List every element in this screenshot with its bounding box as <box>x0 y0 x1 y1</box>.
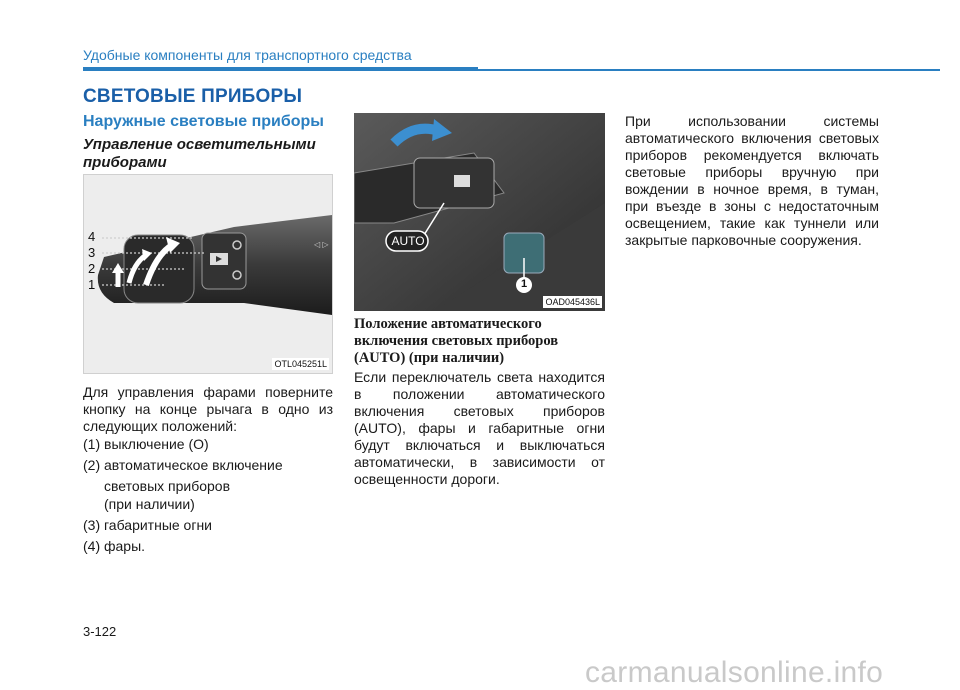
callout-3: 3 <box>88 245 96 260</box>
list-item-text: (2) автоматическое включение <box>83 457 283 473</box>
list-item-cont: световых приборов <box>104 478 231 494</box>
list-item: (4) фары. <box>83 538 146 554</box>
watermark: carmanualsonline.info <box>585 656 884 689</box>
auto-heading: Положение автоматического включения световых приборов (AUTO) (при наличии) <box>354 316 559 366</box>
auto-illustration <box>354 113 605 311</box>
callout-4: 4 <box>88 229 96 244</box>
figure-auto-position <box>354 113 605 311</box>
figure-light-switch-lever <box>83 174 333 374</box>
header-rule-thin <box>478 69 940 71</box>
subsubsection-title: Управление осветительными приборами <box>83 136 316 171</box>
list-item-cont: (при наличии) <box>104 496 195 512</box>
list-item: (1) выключение (O) <box>83 436 209 452</box>
paragraph-intro: Для управления фарами поверните кнопку на конце рычага в одно из следующих положений: <box>83 384 333 434</box>
auto-body: Если переключатель света находится в положении автоматического включения световых приборов (AUTO), фары и габаритные огни будут включаться и выключаться автоматически, в зависимости от освещенности дороги. <box>354 369 605 487</box>
auto-label: AUTO <box>391 234 425 248</box>
section-title: СВЕТОВЫЕ ПРИБОРЫ <box>83 86 303 107</box>
page-number: 3-122 <box>83 624 117 639</box>
positions-list <box>83 436 333 559</box>
figure1-code: OTL045251L <box>274 359 327 369</box>
list-item <box>83 457 333 513</box>
callout-2: 2 <box>88 261 96 276</box>
subsection-title: Наружные световые приборы <box>83 113 324 130</box>
running-header: Удобные компоненты для транспортного средства <box>83 47 412 63</box>
figure2-code: OAD045436L <box>545 297 600 307</box>
lever-illustration <box>84 175 332 373</box>
svg-text:◁ ▷: ◁ ▷ <box>314 240 329 249</box>
header-rule-thick <box>83 67 478 71</box>
recommendation-paragraph: При использовании системы автоматического включения световых приборов рекомендуется включать световые приборы вручную при вождении в ночное время, в туман, при въезде в зоны с недостаточным освещением, такие как туннели или закрытые парковочные сооружения. <box>625 113 879 248</box>
callout-1: 1 <box>88 277 96 292</box>
callout-1-label: 1 <box>520 278 528 290</box>
list-item: (3) габаритные огни <box>83 517 213 533</box>
